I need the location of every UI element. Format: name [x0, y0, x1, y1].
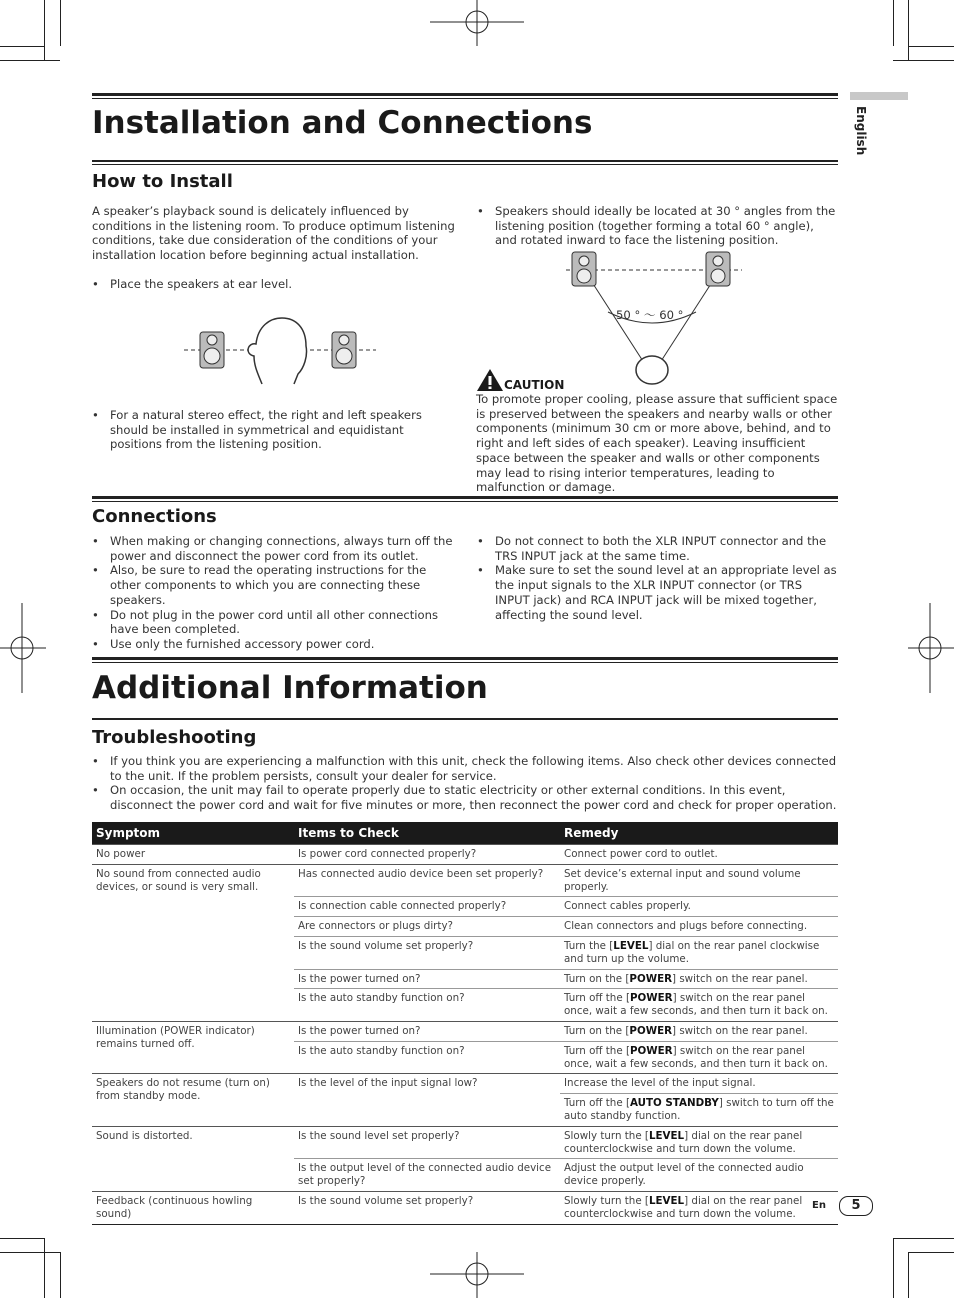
crop-mark — [893, 60, 954, 61]
heading-troubleshooting: Troubleshooting — [92, 727, 257, 748]
remedy-cell: Increase the level of the input signal. — [560, 1074, 838, 1094]
list-item: • Make sure to set the sound level at an appropriate level as the input signals to the XLR INPUT connector (or TRS INPUT jack) and RCA INPUT jack will be mixed together, affecting the sound level. — [477, 563, 840, 622]
symptom-cell: Sound is distorted. — [92, 1126, 294, 1191]
remedy-text: Slowly turn the [ — [564, 1194, 649, 1207]
title-rule-top — [92, 93, 838, 99]
list-item: • Place the speakers at ear level. — [92, 277, 457, 292]
check-cell: Is connection cable connected properly? — [294, 897, 560, 917]
registration-mark-left — [0, 603, 46, 693]
list-item: • Do not connect to both the XLR INPUT connector and the TRS INPUT jack at the same time. — [477, 534, 840, 563]
control-name: LEVEL — [648, 1129, 685, 1142]
column-header-symptom: Symptom — [92, 822, 294, 845]
control-name: POWER — [629, 972, 673, 985]
remedy-cell — [560, 1094, 838, 1127]
remedy-cell — [560, 969, 838, 989]
list-item: • Use only the furnished accessory power cord. — [92, 637, 457, 652]
remedy-cell — [560, 936, 838, 969]
remedy-text: ] dial on the rear panel counterclockwise and turn down the volume. — [564, 1129, 803, 1155]
list-item: • Speakers should ideally be located at 30 ° angles from the listening position (together forming a total 60 ° angle), and rotated inward to face the listening position. — [477, 204, 839, 248]
remedy-cell: Clean connectors and plugs before connecting. — [560, 917, 838, 937]
crop-mark — [908, 1252, 909, 1298]
crop-mark — [893, 1238, 954, 1239]
crop-mark — [0, 1238, 44, 1239]
registration-mark-bottom — [430, 1252, 524, 1298]
crop-mark — [44, 0, 45, 60]
check-cell: Has connected audio device been set properly? — [294, 864, 560, 897]
list-item: • Do not plug in the power cord until all other connections have been completed. — [92, 608, 457, 637]
remedy-text: ] switch to turn off the auto standby function. — [564, 1097, 834, 1122]
crop-mark — [908, 46, 954, 47]
caution-label: CAUTION — [504, 378, 565, 392]
heading-connections: Connections — [92, 506, 217, 527]
remedy-text: Turn off the [ — [564, 992, 630, 1005]
list-item: • If you think you are experiencing a malfunction with this unit, check the following items. Also check other devices connected to the unit. If the problem persists, consult your dealer for service. — [92, 754, 840, 783]
remedy-text: ] switch on the rear panel. — [672, 972, 808, 985]
language-tab-bar — [850, 92, 908, 100]
title-rule-top-additional — [92, 657, 838, 663]
check-cell: Is the sound level set properly? — [294, 1126, 560, 1159]
title-rule-bottom-additional — [92, 718, 838, 720]
crop-mark — [908, 1252, 954, 1253]
connections-list-right — [477, 534, 840, 622]
table-row — [92, 1126, 838, 1159]
check-cell: Is the level of the input signal low? — [294, 1074, 560, 1126]
connections-list-left — [92, 534, 457, 652]
check-cell: Is the sound volume set properly? — [294, 1191, 560, 1224]
check-cell: Is the power turned on? — [294, 1021, 560, 1041]
control-name: POWER — [629, 1044, 673, 1057]
symptom-cell: No sound from connected audio devices, or sound is very small. — [92, 864, 294, 1021]
page-title-installation: Installation and Connections — [92, 105, 593, 141]
troubleshooting-intro-list — [92, 754, 840, 813]
check-cell: Is the output level of the connected audio device set properly? — [294, 1159, 560, 1192]
control-name: POWER — [629, 992, 673, 1005]
bullet-list-stereo — [92, 408, 457, 452]
column-header-items-to-check: Items to Check — [294, 822, 560, 845]
crop-mark — [0, 60, 60, 61]
remedy-text: ] switch on the rear panel once, wait a few seconds, and then turn it back on. — [564, 1044, 828, 1070]
remedy-text: Turn off the [ — [564, 1097, 630, 1110]
check-cell: Is the power turned on? — [294, 969, 560, 989]
table-header-row — [92, 822, 838, 845]
crop-mark — [0, 46, 44, 47]
remedy-text: Slowly turn the [ — [564, 1129, 649, 1142]
table-row — [92, 845, 838, 865]
crop-mark — [44, 1238, 45, 1298]
troubleshooting-table — [92, 822, 838, 1225]
language-tab-label: English — [854, 106, 868, 156]
crop-mark — [60, 0, 61, 46]
list-item: • Also, be sure to read the operating instructions for the other components to which you are connecting these speakers. — [92, 563, 457, 607]
page-number: 5 — [839, 1196, 873, 1216]
control-name: LEVEL — [648, 1194, 685, 1207]
check-cell: Are connectors or plugs dirty? — [294, 917, 560, 937]
table-row — [92, 1191, 838, 1224]
table-row — [92, 1074, 838, 1094]
control-name: POWER — [629, 1024, 673, 1037]
table-row — [92, 864, 838, 897]
ear-level-illustration — [184, 316, 376, 388]
remedy-cell — [560, 1126, 838, 1159]
remedy-text: ] switch on the rear panel once, wait a few seconds, and then turn it back on. — [564, 992, 828, 1018]
check-cell: Is the auto standby function on? — [294, 989, 560, 1022]
section-rule-connections — [92, 496, 838, 502]
remedy-cell: Connect cables properly. — [560, 897, 838, 917]
symptom-cell: Speakers do not resume (turn on) from standby mode. — [92, 1074, 294, 1126]
remedy-cell — [560, 1191, 838, 1224]
remedy-text: Turn the [ — [564, 939, 614, 952]
title-rule-bottom — [92, 160, 838, 165]
symptom-cell: No power — [92, 845, 294, 865]
remedy-text: Turn off the [ — [564, 1044, 630, 1057]
caution-text: To promote proper cooling, please assure that sufficient space is preserved between the speakers and nearby walls or other components (minimum 30 cm or more above, behind, and to right and left sides of each speaker). Leaving insufficient space between the speaker and walls or other components may lead to rising interior temperatures, leading to malfunction or damage. — [476, 392, 838, 495]
list-item: • When making or changing connections, always turn off the power and disconnect the power cord from its outlet. — [92, 534, 457, 563]
remedy-text: ] dial on the rear panel counterclockwise and turn down the volume. — [564, 1194, 803, 1220]
list-item: • For a natural stereo effect, the right and left speakers should be installed in symmetrical and equidistant positions from the listening position. — [92, 408, 457, 452]
caution-icon — [476, 368, 504, 392]
symptom-cell: Feedback (continuous howling sound) — [92, 1191, 294, 1224]
check-cell: Is the auto standby function on? — [294, 1041, 560, 1074]
angle-label: 50 ° ～ 60 ° — [616, 308, 684, 322]
column-header-remedy: Remedy — [560, 822, 838, 845]
registration-mark-top — [430, 0, 524, 46]
bullet-list-angle — [477, 204, 839, 248]
remedy-text: ] switch on the rear panel. — [672, 1024, 808, 1037]
registration-mark-right — [908, 603, 954, 693]
check-cell: Is power cord connected properly? — [294, 845, 560, 865]
symptom-cell: Illumination (POWER indicator) remains turned off. — [92, 1021, 294, 1073]
remedy-cell — [560, 1041, 838, 1074]
remedy-cell — [560, 1021, 838, 1041]
crop-mark — [893, 1238, 894, 1298]
remedy-text: ] dial on the rear panel clockwise and turn up the volume. — [564, 939, 820, 965]
crop-mark — [893, 0, 894, 46]
footer-language-code: En — [812, 1200, 826, 1211]
remedy-cell: Connect power cord to outlet. — [560, 845, 838, 865]
crop-mark — [60, 1252, 61, 1298]
table-row — [92, 1021, 838, 1041]
heading-how-to-install: How to Install — [92, 171, 233, 192]
crop-mark — [908, 0, 909, 60]
remedy-text: Turn on the [ — [564, 972, 630, 985]
remedy-cell — [560, 989, 838, 1022]
install-intro: A speaker’s playback sound is delicately influenced by conditions in the listening room. To produce optimum listening conditions, take due consideration of the conditions of your installation location before beginning actual installation. — [92, 204, 455, 263]
remedy-cell: Adjust the output level of the connected audio device properly. — [560, 1159, 838, 1192]
remedy-cell: Set device’s external input and sound volume properly. — [560, 864, 838, 897]
page-title-additional-information: Additional Information — [92, 670, 488, 706]
control-name: AUTO STANDBY — [629, 1097, 719, 1110]
check-cell: Is the sound volume set properly? — [294, 936, 560, 969]
list-item: • On occasion, the unit may fail to operate properly due to static electricity or other external conditions. In this event, disconnect the power cord and wait for five minutes or more, then reconnect the power cord and check for proper operation. — [92, 783, 840, 812]
remedy-text: Turn on the [ — [564, 1024, 630, 1037]
crop-mark — [0, 1252, 60, 1253]
bullet-list-ear-level — [92, 277, 457, 292]
control-name: LEVEL — [613, 939, 649, 952]
